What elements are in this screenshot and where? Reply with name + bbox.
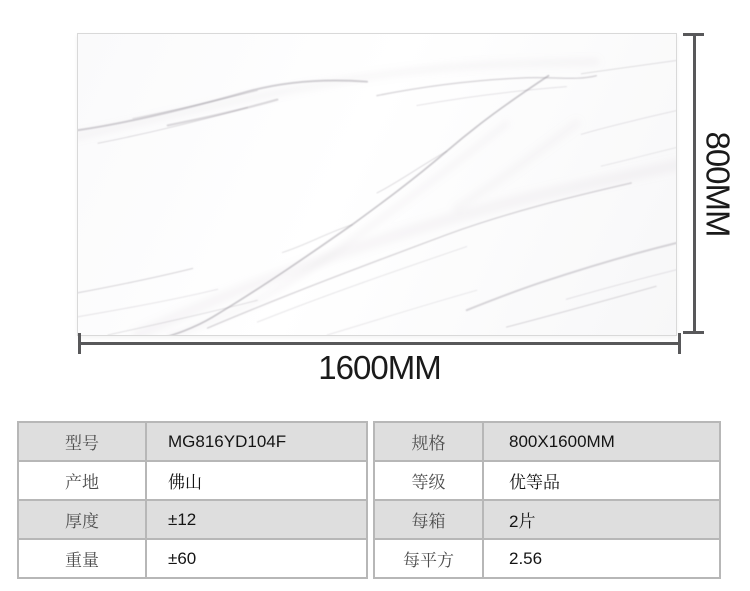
spec-tables xyxy=(17,421,721,579)
spec-label-weight: 重量 xyxy=(18,539,146,578)
spec-label-per-box: 每箱 xyxy=(374,500,483,539)
table-row xyxy=(18,422,367,461)
spec-value-weight: ±60 xyxy=(146,539,367,578)
spec-value-model: MG816YD104F xyxy=(146,422,367,461)
spec-label-thickness: 厚度 xyxy=(18,500,146,539)
width-dimension-label: 1600MM xyxy=(318,349,441,386)
spec-label-grade: 等级 xyxy=(374,461,483,500)
spec-label-size: 规格 xyxy=(374,422,483,461)
spec-label-model: 型号 xyxy=(18,422,146,461)
table-row xyxy=(374,500,720,539)
marble-veins-graphic xyxy=(78,34,676,335)
table-row xyxy=(18,461,367,500)
spec-value-grade: 优等品 xyxy=(483,461,720,500)
spec-table-left xyxy=(17,421,368,579)
spec-table-right xyxy=(373,421,721,579)
table-row xyxy=(374,422,720,461)
height-dimension-label-wrap xyxy=(696,33,740,334)
table-row xyxy=(18,539,367,578)
height-dimension-label: 800MM xyxy=(700,130,738,237)
marble-tile-image xyxy=(77,33,677,336)
width-dimension-line xyxy=(78,342,681,345)
spec-label-origin: 产地 xyxy=(18,461,146,500)
table-row xyxy=(374,461,720,500)
spec-value-size: 800X1600MM xyxy=(483,422,720,461)
spec-value-per-box: 2片 xyxy=(483,500,720,539)
table-row xyxy=(18,500,367,539)
spec-value-origin: 佛山 xyxy=(146,461,367,500)
spec-value-thickness: ±12 xyxy=(146,500,367,539)
spec-value-per-sqm: 2.56 xyxy=(483,539,720,578)
spec-label-per-sqm: 每平方 xyxy=(374,539,483,578)
table-row xyxy=(374,539,720,578)
